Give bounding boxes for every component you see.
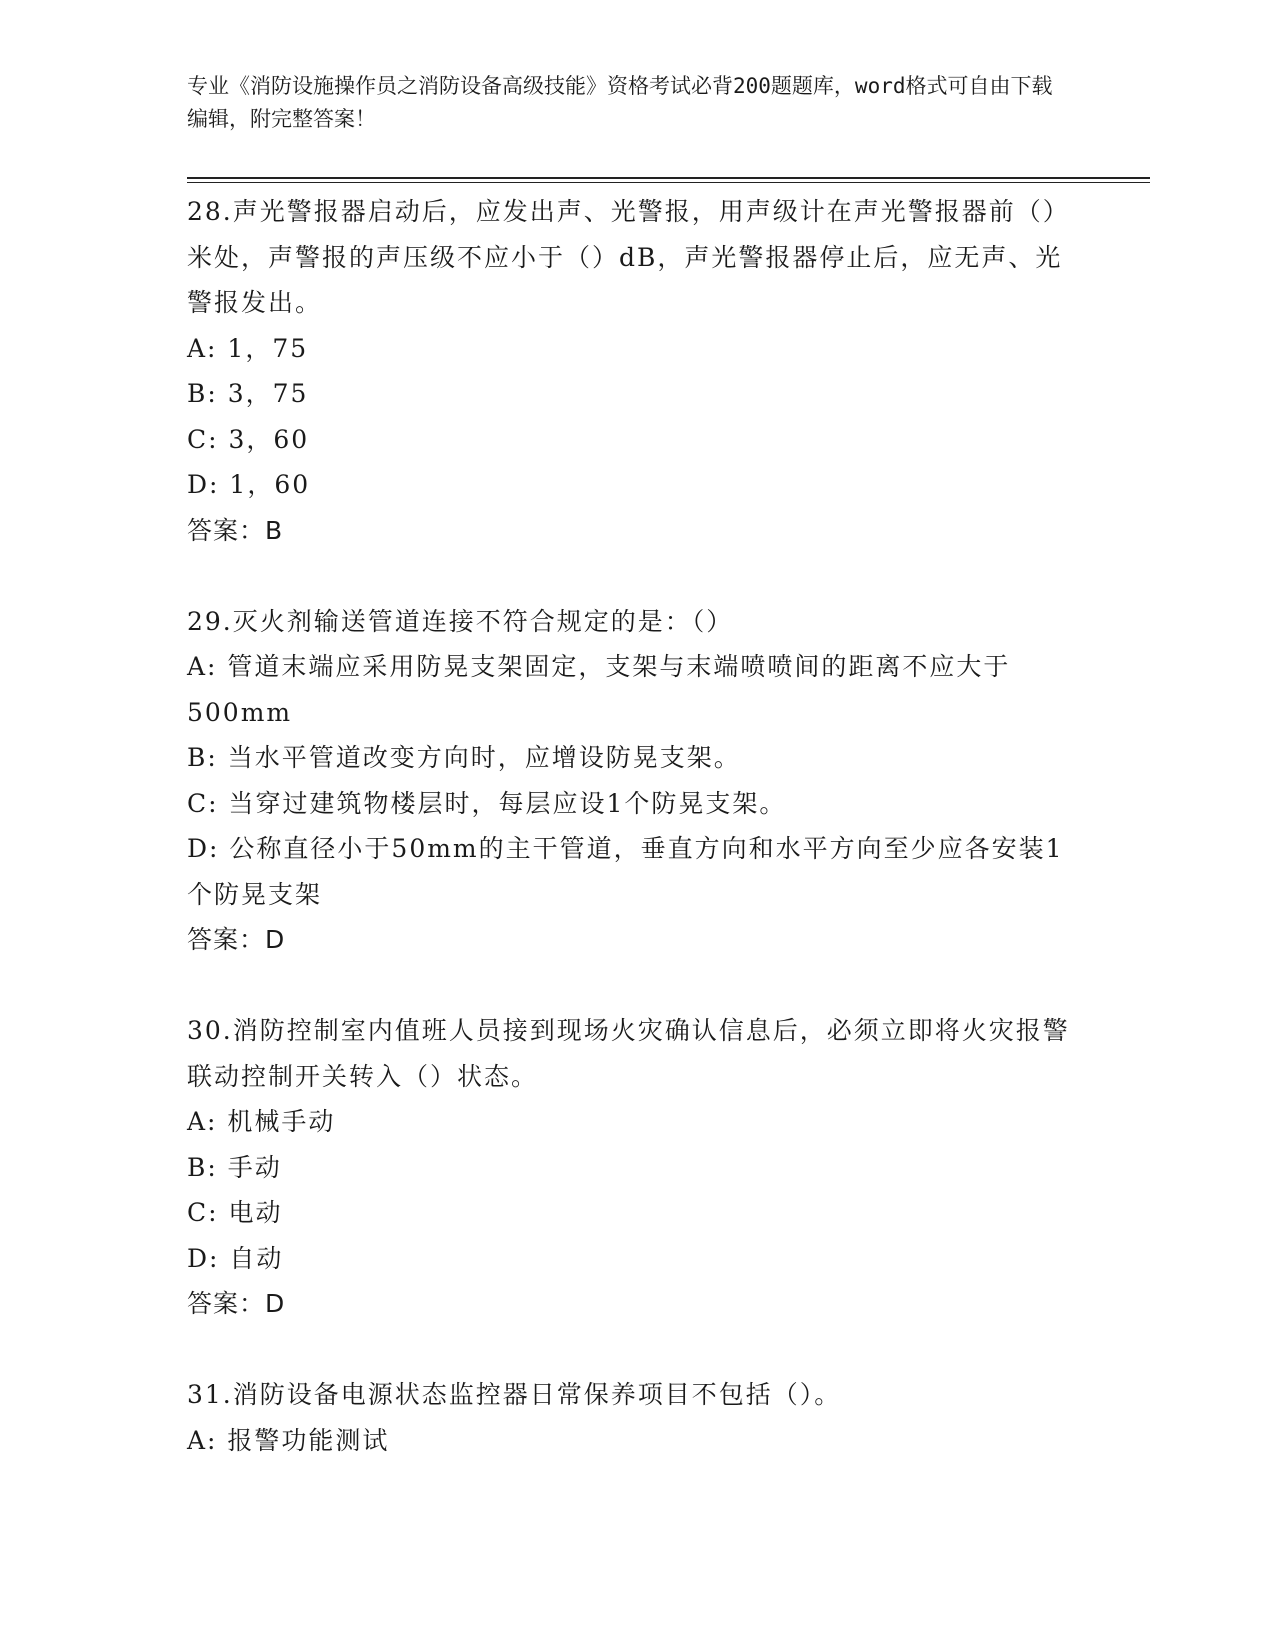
option-b: B: 当水平管道改变方向时，应增设防晃支架。 [187,743,741,772]
question-spacer [187,963,1077,1009]
option-c: C: 3，60 [187,424,310,454]
question-stem: 31.消防设备电源状态监控器日常保养项目不包括（）。 [187,1380,842,1409]
question-stem: 28.声光警报器启动后，应发出声、光警报，用声级计在声光警报器前（）米处，声警报的声压级不应小于（）dB，声光警报器停止后，应无声、光警报发出。 [187,197,1070,317]
option-a: A: 1，75 [187,333,309,363]
header-divider-thick [187,177,1150,179]
answer: 答案：D [187,925,286,954]
option-c: C: 当穿过建筑物楼层时，每层应设1个防晃支架。 [187,788,787,818]
option-d: D: 自动 [187,1243,284,1273]
option-d: D: 公称直径小于50mm的主干管道，垂直方向和水平方向至少应各安装1个防晃支架 [187,834,1064,909]
question-spacer [187,1327,1077,1373]
question-stem: 29.灭火剂输送管道连接不符合规定的是：（） [187,606,734,636]
question-list [187,189,1077,1463]
question-30 [187,1008,1077,1327]
option-a: A: 管道末端应采用防晃支架固定，支架与末端喷喷间的距离不应大于500mm [187,652,1011,727]
question-29 [187,599,1077,963]
option-a: A: 机械手动 [187,1107,336,1136]
answer: 答案：D [187,1289,286,1318]
option-d: D: 1，60 [187,470,311,499]
option-a: A: 报警功能测试 [187,1425,390,1455]
header-divider-thin [187,182,1150,183]
option-c: C: 电动 [187,1198,283,1227]
option-b: B: 3，75 [187,379,309,408]
question-31 [187,1372,1077,1463]
question-spacer [187,553,1077,599]
answer: 答案：B [187,515,284,545]
question-stem: 30.消防控制室内值班人员接到现场火灾确认信息后，必须立即将火灾报警联动控制开关转入（）状态。 [187,1016,1070,1091]
option-b: B: 手动 [187,1152,282,1182]
document-header: 专业《消防设施操作员之消防设备高级技能》资格考试必背200题题库，word格式可自由下载编辑，附完整答案！ [187,74,1053,131]
question-28 [187,189,1077,553]
